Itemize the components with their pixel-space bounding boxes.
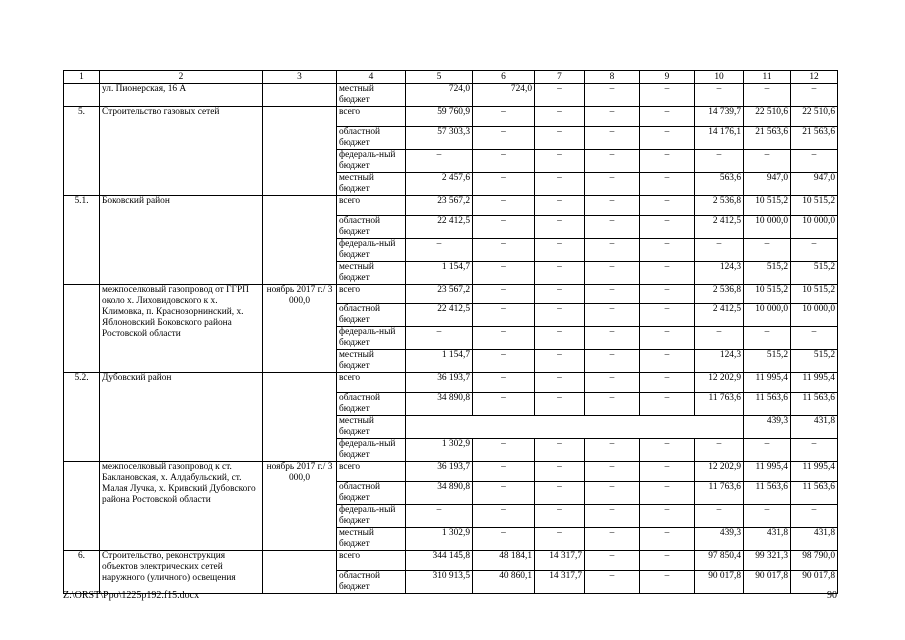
table-cell: 12 202,9	[695, 373, 744, 393]
table-cell: –	[585, 261, 640, 284]
table-row	[64, 462, 838, 482]
column-header: 3	[263, 71, 337, 84]
column-header: 1	[64, 71, 100, 84]
table-cell: 124,3	[695, 261, 744, 284]
table-cell: –	[744, 238, 791, 261]
table-cell: 515,2	[744, 261, 791, 284]
table-cell: –	[640, 373, 695, 393]
table-cell: 40 860,1	[473, 570, 535, 593]
table-cell: 2 457,6	[406, 172, 473, 195]
table-cell: местный бюджет	[337, 84, 406, 107]
table-cell: –	[695, 238, 744, 261]
table-cell: –	[535, 439, 585, 462]
table-cell: –	[535, 238, 585, 261]
table-cell: 90 017,8	[791, 570, 838, 593]
table-cell: –	[535, 107, 585, 127]
table-cell: –	[585, 327, 640, 350]
table-cell: –	[640, 126, 695, 149]
table-cell: –	[473, 304, 535, 327]
table-cell	[64, 84, 100, 107]
header-row	[64, 71, 838, 84]
table-cell: областной бюджет	[337, 570, 406, 593]
table-cell: 22 510,6	[744, 107, 791, 127]
table-cell: –	[585, 393, 640, 416]
table-cell: областной бюджет	[337, 126, 406, 149]
table-cell: 11 995,4	[791, 462, 838, 482]
table-cell: –	[473, 527, 535, 550]
table-cell: областной бюджет	[337, 481, 406, 504]
table-cell: 57 303,3	[406, 126, 473, 149]
table-cell: 1 302,9	[406, 527, 473, 550]
table-cell: –	[473, 481, 535, 504]
table-cell: ул. Пионерская, 16 А	[100, 84, 263, 107]
table-cell: –	[585, 238, 640, 261]
table-cell	[263, 195, 337, 284]
table-cell: федераль-ный бюджет	[337, 149, 406, 172]
table-cell: –	[473, 504, 535, 527]
table-cell: –	[791, 504, 838, 527]
table-cell: 431,8	[744, 527, 791, 550]
table-cell: 14 317,7	[535, 570, 585, 593]
table-cell: 947,0	[791, 172, 838, 195]
table-cell: всего	[337, 284, 406, 304]
table-cell: –	[535, 481, 585, 504]
table-cell: –	[695, 504, 744, 527]
table-cell: –	[406, 327, 473, 350]
table-cell: 10 515,2	[744, 284, 791, 304]
table-cell: 11 563,6	[744, 481, 791, 504]
table-cell: 21 563,6	[791, 126, 838, 149]
table-cell: 5.	[64, 107, 100, 196]
column-header: 12	[791, 71, 838, 84]
column-header: 10	[695, 71, 744, 84]
table-cell: –	[585, 195, 640, 215]
table-cell: –	[535, 373, 585, 393]
column-header: 6	[473, 71, 535, 84]
table-cell: федераль-ный бюджет	[337, 504, 406, 527]
table-cell: –	[473, 107, 535, 127]
table-cell: ноябрь 2017 г./ 3 000,0	[263, 284, 337, 373]
table-cell: 439,3	[695, 527, 744, 550]
table-cell: –	[640, 462, 695, 482]
table-cell: –	[535, 327, 585, 350]
table-row	[64, 107, 838, 127]
table-cell: 10 515,2	[744, 195, 791, 215]
table-cell: 431,8	[791, 527, 838, 550]
table-cell: федераль-ный бюджет	[337, 327, 406, 350]
table-cell: –	[535, 304, 585, 327]
table-cell: 515,2	[791, 261, 838, 284]
table-cell: –	[406, 149, 473, 172]
column-header: 4	[337, 71, 406, 84]
table-cell: 2 412,5	[695, 215, 744, 238]
table-cell: –	[640, 327, 695, 350]
table-cell: –	[640, 527, 695, 550]
table-cell: межпоселковый газопровод к ст. Баклановская, х. Алдабульский, ст. Малая Лучка, х. Кривский Дубовского района Ростовской области	[100, 462, 263, 551]
table-cell: областной бюджет	[337, 215, 406, 238]
table-cell: –	[473, 149, 535, 172]
table-cell: –	[473, 350, 535, 373]
table-cell: 97 850,4	[695, 550, 744, 570]
table-cell: 515,2	[744, 350, 791, 373]
table-cell: 36 193,7	[406, 373, 473, 393]
table-cell: 90 017,8	[695, 570, 744, 593]
table-cell: 947,0	[744, 172, 791, 195]
table-cell: 2 536,8	[695, 284, 744, 304]
table-cell: всего	[337, 195, 406, 215]
table-cell: местный бюджет	[337, 172, 406, 195]
table-cell: 22 510,6	[791, 107, 838, 127]
table-cell: –	[640, 84, 695, 107]
column-header: 8	[585, 71, 640, 84]
table-cell: –	[535, 462, 585, 482]
table-cell: 22 412,5	[406, 215, 473, 238]
table-cell: –	[535, 261, 585, 284]
table-cell: –	[744, 504, 791, 527]
table-cell: –	[535, 504, 585, 527]
table-cell: 98 790,0	[791, 550, 838, 570]
table-cell: 1 154,7	[406, 261, 473, 284]
table-cell: всего	[337, 462, 406, 482]
table-cell: Строительство, реконструкция объектов электрических сетей наружного (уличного) освещения	[100, 550, 263, 593]
table-cell: –	[585, 107, 640, 127]
table-cell: 563,6	[695, 172, 744, 195]
table-cell: –	[473, 327, 535, 350]
table-cell: –	[744, 84, 791, 107]
table-cell: 1 302,9	[406, 439, 473, 462]
table-cell	[263, 550, 337, 593]
table-cell: Дубовский район	[100, 373, 263, 462]
table-cell: –	[473, 393, 535, 416]
table-cell: –	[585, 481, 640, 504]
table-cell	[64, 462, 100, 551]
table-cell: 34 890,8	[406, 481, 473, 504]
table-cell: 2 536,8	[695, 195, 744, 215]
table-cell: 5.2.	[64, 373, 100, 462]
table-cell: –	[640, 570, 695, 593]
table-cell: 6.	[64, 550, 100, 593]
table-cell: –	[791, 238, 838, 261]
table-cell: 11 995,4	[791, 373, 838, 393]
table-cell: –	[585, 373, 640, 393]
table-cell: –	[695, 327, 744, 350]
table-cell: 90 017,8	[744, 570, 791, 593]
table-cell: 310 913,5	[406, 570, 473, 593]
table-cell: 1 154,7	[406, 350, 473, 373]
table-cell: 515,2	[791, 350, 838, 373]
table-cell: –	[640, 195, 695, 215]
table-cell: –	[585, 570, 640, 593]
table-cell: 14 176,1	[695, 126, 744, 149]
table-cell: –	[695, 149, 744, 172]
table-cell: 11 763,6	[695, 393, 744, 416]
table-cell: –	[585, 350, 640, 373]
table-cell: –	[695, 84, 744, 107]
table-cell: –	[640, 393, 695, 416]
table-cell: –	[473, 284, 535, 304]
table-cell: всего	[337, 373, 406, 393]
table-cell: –	[473, 462, 535, 482]
table-cell: 10 515,2	[791, 195, 838, 215]
table-cell: 11 763,6	[695, 481, 744, 504]
table-cell: 124,3	[695, 350, 744, 373]
table-cell: 10 000,0	[791, 215, 838, 238]
table-cell: –	[406, 504, 473, 527]
table-cell: –	[585, 84, 640, 107]
budget-table	[63, 70, 838, 594]
table-cell: 14 739,7	[695, 107, 744, 127]
table-cell: 34 890,8	[406, 393, 473, 416]
table-cell: –	[640, 238, 695, 261]
table-row	[64, 284, 838, 304]
table-row	[64, 195, 838, 215]
table-cell: –	[640, 172, 695, 195]
table-cell: –	[744, 149, 791, 172]
table-cell: –	[585, 527, 640, 550]
table-cell: 59 760,9	[406, 107, 473, 127]
table-cell: –	[585, 126, 640, 149]
table-cell: –	[585, 215, 640, 238]
table-cell: –	[535, 284, 585, 304]
table-cell: 344 145,8	[406, 550, 473, 570]
table-cell: –	[535, 126, 585, 149]
table-cell: –	[640, 149, 695, 172]
column-header: 7	[535, 71, 585, 84]
table-cell	[406, 416, 744, 439]
table-cell: –	[473, 126, 535, 149]
table-cell: 10 000,0	[744, 304, 791, 327]
table-cell: –	[744, 327, 791, 350]
table-cell: 724,0	[473, 84, 535, 107]
table-cell: –	[406, 238, 473, 261]
table-cell: 11 563,6	[791, 481, 838, 504]
table-cell: –	[473, 261, 535, 284]
table-cell: 11 563,6	[791, 393, 838, 416]
table-cell	[64, 284, 100, 373]
table-cell: –	[585, 284, 640, 304]
table-cell: –	[535, 215, 585, 238]
table-cell: федераль-ный бюджет	[337, 439, 406, 462]
table-cell: 99 321,3	[744, 550, 791, 570]
table-cell: –	[585, 304, 640, 327]
table-cell: –	[535, 84, 585, 107]
table-cell: –	[585, 172, 640, 195]
table-row	[64, 373, 838, 393]
column-header: 5	[406, 71, 473, 84]
table-cell: –	[585, 550, 640, 570]
table-cell: всего	[337, 550, 406, 570]
column-header: 11	[744, 71, 791, 84]
table-cell: –	[535, 527, 585, 550]
table-cell: –	[585, 462, 640, 482]
table-cell: ноябрь 2017 г./ 3 000,0	[263, 462, 337, 551]
table-cell: –	[640, 439, 695, 462]
table-cell: местный бюджет	[337, 527, 406, 550]
table-cell: –	[640, 107, 695, 127]
table-cell: –	[791, 149, 838, 172]
table-cell	[263, 84, 337, 107]
table-cell: –	[535, 195, 585, 215]
table-cell: областной бюджет	[337, 304, 406, 327]
table-cell: –	[473, 172, 535, 195]
table-cell: 23 567,2	[406, 195, 473, 215]
table-cell: –	[791, 327, 838, 350]
table-cell: 11 563,6	[744, 393, 791, 416]
table-cell: –	[640, 504, 695, 527]
table-cell: –	[640, 261, 695, 284]
page-number: 90	[827, 590, 837, 601]
table-cell: –	[640, 350, 695, 373]
table-cell: 724,0	[406, 84, 473, 107]
table-cell: 14 317,7	[535, 550, 585, 570]
table-cell: 5.1.	[64, 195, 100, 284]
table-cell: 11 995,4	[744, 373, 791, 393]
table-cell: межпоселковый газопровод от ГГРП около х. Лиховидовского к х. Климовка, п. Краснозорнинский, х. Яблоновский Боковского района Ростовской области	[100, 284, 263, 373]
table-cell: –	[640, 304, 695, 327]
table-cell: –	[791, 439, 838, 462]
table-cell: 10 515,2	[791, 284, 838, 304]
table-cell: 12 202,9	[695, 462, 744, 482]
table-cell: всего	[337, 107, 406, 127]
table-cell: –	[585, 504, 640, 527]
table-cell: –	[695, 439, 744, 462]
table-cell: 22 412,5	[406, 304, 473, 327]
table-cell: Строительство газовых сетей	[100, 107, 263, 196]
table-cell: –	[640, 550, 695, 570]
table-cell: 431,8	[791, 416, 838, 439]
table-row	[64, 84, 838, 107]
table-cell: –	[535, 172, 585, 195]
table-cell: местный бюджет	[337, 350, 406, 373]
table-cell: 2 412,5	[695, 304, 744, 327]
table-cell: –	[585, 439, 640, 462]
table-cell: 439,3	[744, 416, 791, 439]
table-cell: 11 995,4	[744, 462, 791, 482]
table-cell: –	[473, 439, 535, 462]
table-cell	[263, 107, 337, 196]
table-cell: 36 193,7	[406, 462, 473, 482]
table-cell: –	[585, 149, 640, 172]
table-cell: –	[744, 439, 791, 462]
table-cell: областной бюджет	[337, 393, 406, 416]
table-cell: –	[473, 215, 535, 238]
table-cell: Боковский район	[100, 195, 263, 284]
table-cell: местный бюджет	[337, 416, 406, 439]
table-cell: –	[791, 84, 838, 107]
table-cell: местный бюджет	[337, 261, 406, 284]
column-header: 2	[100, 71, 263, 84]
table-cell: –	[535, 149, 585, 172]
table-cell: –	[535, 350, 585, 373]
table-cell	[263, 373, 337, 462]
table-cell: –	[473, 373, 535, 393]
table-cell: 10 000,0	[791, 304, 838, 327]
table-row	[64, 550, 838, 570]
table-cell: 21 563,6	[744, 126, 791, 149]
file-path: Z:\ORST\Ppo\1225p192.f15.docx	[63, 590, 200, 601]
table-cell: –	[473, 238, 535, 261]
table-cell: –	[640, 481, 695, 504]
table-cell: –	[640, 284, 695, 304]
table-cell: федераль-ный бюджет	[337, 238, 406, 261]
table-cell: 48 184,1	[473, 550, 535, 570]
table-cell: 10 000,0	[744, 215, 791, 238]
table-cell: –	[535, 393, 585, 416]
table-cell: –	[473, 195, 535, 215]
table-cell: –	[640, 215, 695, 238]
column-header: 9	[640, 71, 695, 84]
table-cell: 23 567,2	[406, 284, 473, 304]
